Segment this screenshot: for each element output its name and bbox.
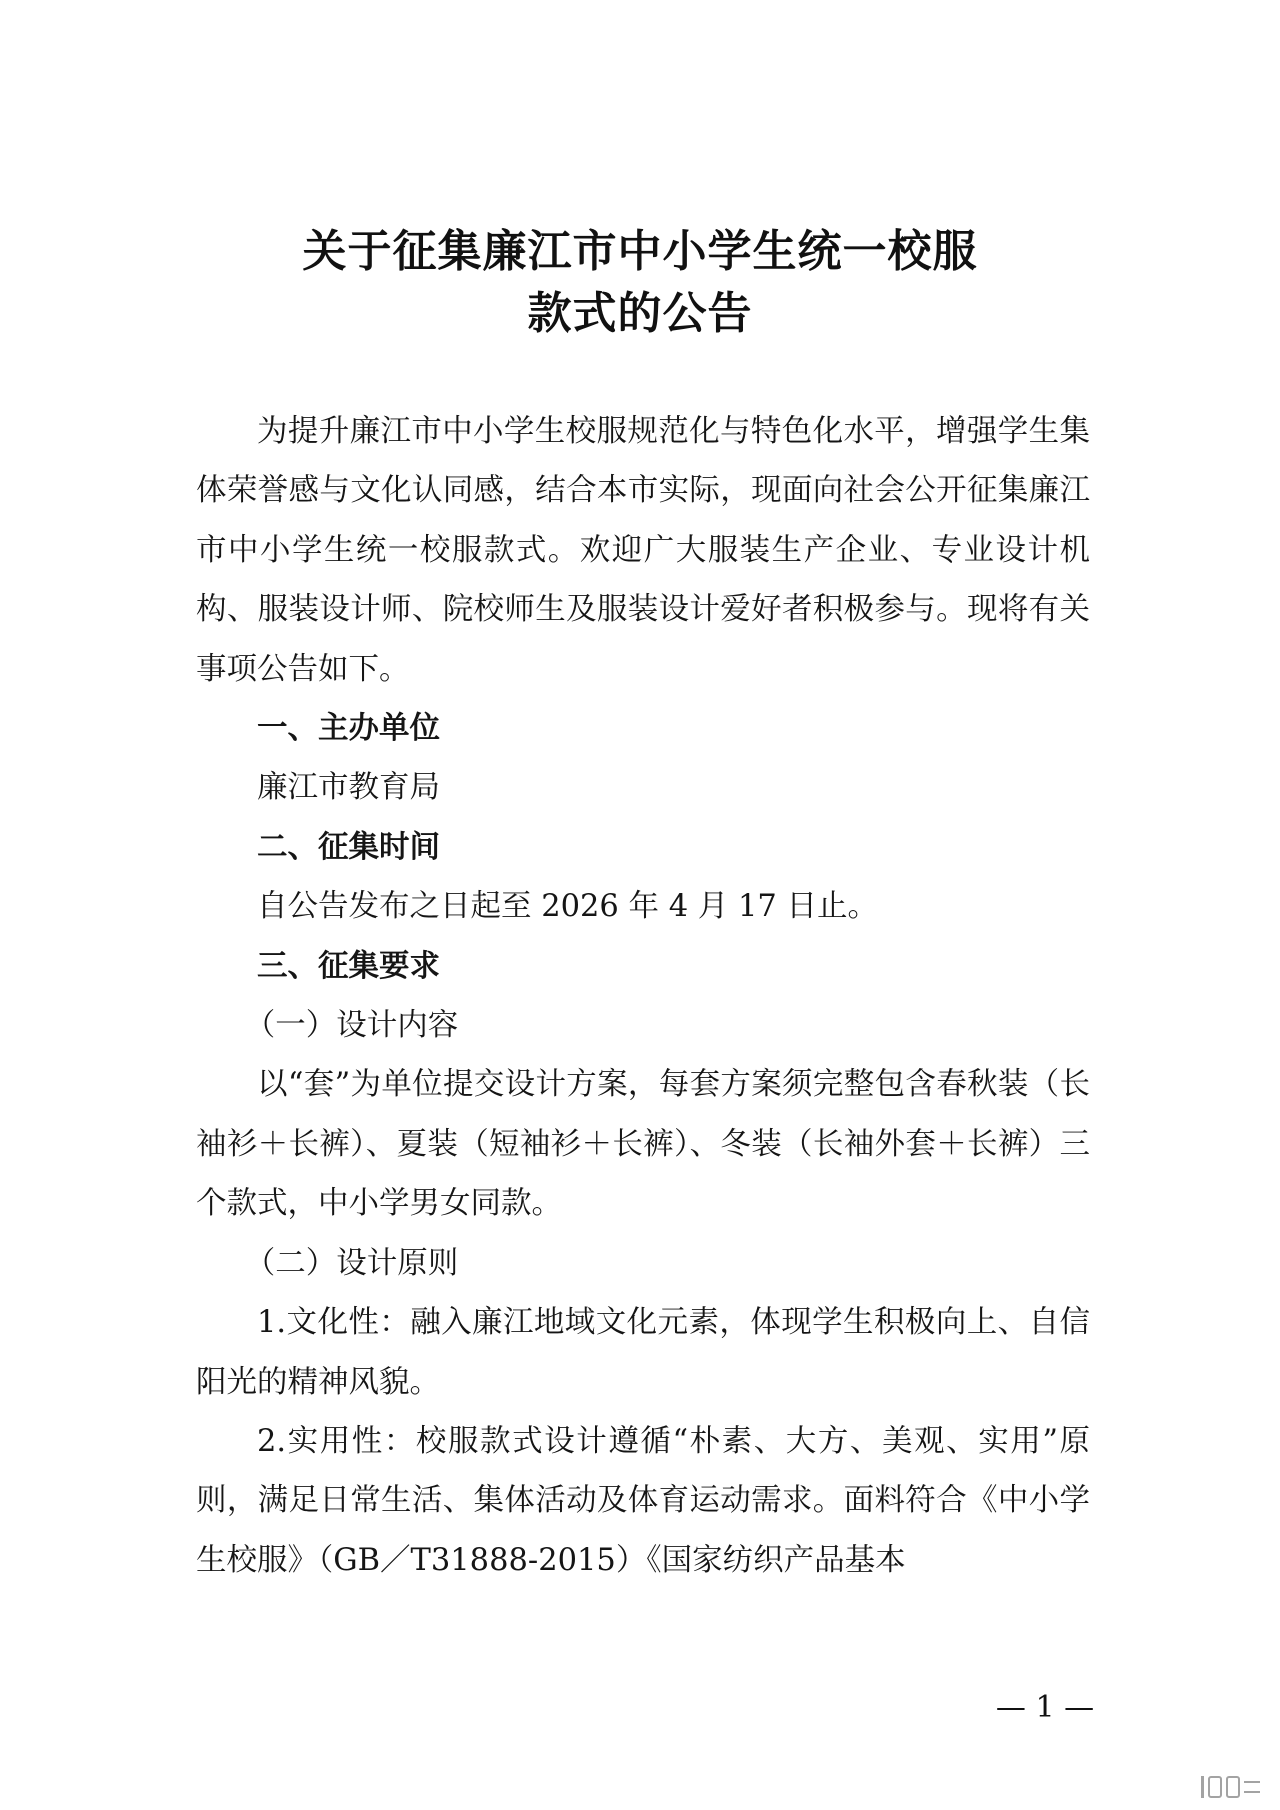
time-text: 自公告发布之日起至 2026 年 4 月 17 日止。 <box>257 889 879 925</box>
section-heading-requirements: 三、征集要求 <box>257 948 440 984</box>
organizer-text: 廉江市教育局 <box>257 770 440 806</box>
section-heading-time: 二、征集时间 <box>257 829 440 865</box>
content-paragraph: 以“套”为单位提交设计方案，每套方案须完整包含春秋装（长袖衫＋长裤）、夏装（短袖衫＋长裤）、冬装（长袖外套＋长裤）三个款式，中小学男女同款。 <box>196 1067 1090 1222</box>
intro-paragraph: 为提升廉江市中小学生校服规范化与特色化水平，增强学生集体荣誉感与文化认同感，结合本市实际，现面向社会公开征集廉江市中小学生统一校服款式。欢迎广大服装生产企业、专业设计机构、服装设计师、院校师生及服装设计爱好者积极参与。现将有关事项公告如下。 <box>196 414 1090 687</box>
principle-cultural: 1.文化性：融入廉江地域文化元素，体现学生积极向上、自信阳光的精神风貌。 <box>196 1305 1090 1400</box>
subsection-heading-principles: （二）设计原则 <box>244 1245 459 1281</box>
section-heading-organizer: 一、主办单位 <box>257 711 440 747</box>
page-number: — 1 — <box>995 1690 1095 1725</box>
watermark-icon <box>1201 1772 1260 1802</box>
subsection-heading-content: （一）设计内容 <box>244 1008 459 1044</box>
principle-practical: 2.实用性：校服款式设计遵循“朴素、大方、美观、实用”原则，满足日常生活、集体活动及体育运动需求。面料符合《中小学生校服》（GB／T31888-2015）《国家纺织产品基本 <box>196 1423 1090 1578</box>
document-body <box>196 402 1090 1590</box>
document-title-line-2: 款式的公告 <box>527 288 753 339</box>
document-title-line-1: 关于征集廉江市中小学生统一校服 <box>302 226 978 277</box>
